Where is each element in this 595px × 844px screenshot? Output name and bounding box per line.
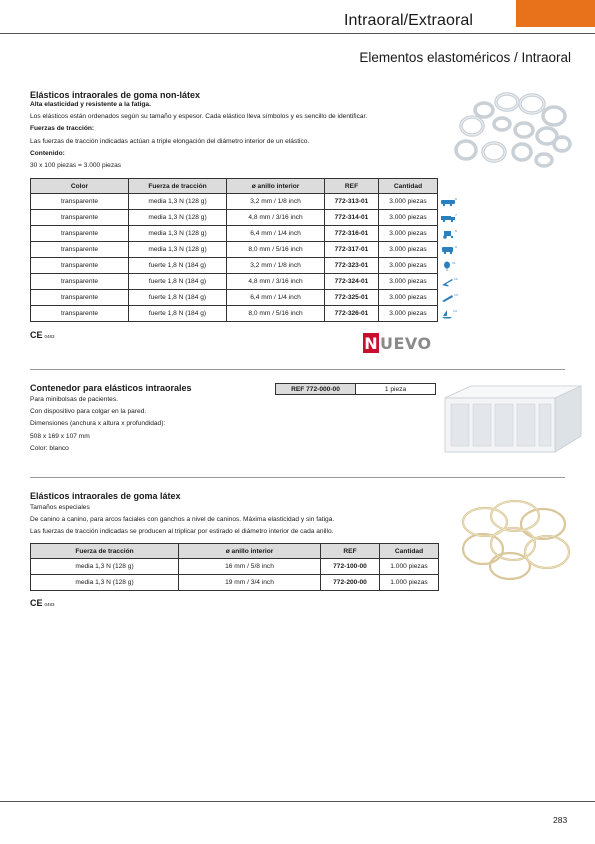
table-cell: transparente — [31, 226, 129, 242]
table-cell: 3.000 piezas — [379, 258, 438, 274]
ce-mark — [30, 598, 55, 608]
description-line: Alta elasticidad y resistente a la fatiga. — [30, 101, 151, 108]
table-cell: 1.000 piezas — [380, 575, 439, 591]
footer-divider — [0, 801, 595, 802]
symbol-number: 9 — [455, 245, 457, 249]
description-line: Los elásticos están ordenados según su tamaño y espesor. Cada elástico lleva símbolos y es sencillo de identificar. — [30, 113, 368, 121]
nuevo-badge — [363, 333, 438, 353]
table-cell: transparente — [31, 242, 129, 258]
table-cell: 3,2 mm / 1/8 inch — [227, 258, 325, 274]
column-header: ø anillo interior — [227, 179, 325, 194]
description-line: De canino a canino, para arcos faciales con ganchos a nivel de caninos. Máxima elasticidad y sin fatiga. — [30, 516, 335, 524]
table-cell: 772-314-01 — [325, 210, 379, 226]
rocket-icon — [439, 290, 459, 306]
table-row — [31, 242, 438, 258]
table-cell: media 1,3 N (128 g) — [129, 210, 227, 226]
table-cell: 19 mm / 3/4 inch — [179, 575, 321, 591]
table-cell: media 1,3 N (128 g) — [129, 194, 227, 210]
ref-cell: REF 772-000-00 — [276, 384, 356, 395]
table-cell: 772-326-01 — [325, 306, 379, 322]
container-ref-table — [275, 383, 436, 395]
balloon-icon — [439, 258, 459, 274]
table-cell: fuerte 1,8 N (184 g) — [129, 290, 227, 306]
table-cell: 3.000 piezas — [379, 226, 438, 242]
table-cell: 8,0 mm / 5/16 inch — [227, 306, 325, 322]
airplane-icon — [439, 274, 459, 290]
table-cell: 6,4 mm / 1/4 inch — [227, 226, 325, 242]
section-title-latex: Elásticos intraorales de goma látex — [30, 491, 181, 501]
header-divider — [0, 33, 595, 34]
table-cell: 772-317-01 — [325, 242, 379, 258]
page-title: Intraoral/Extraoral — [344, 12, 474, 29]
table-row — [31, 258, 438, 274]
section-divider — [30, 477, 565, 478]
table-header-row — [31, 179, 438, 194]
table-row — [276, 384, 436, 395]
ce-mark — [30, 330, 55, 340]
table-cell: 3.000 piezas — [379, 290, 438, 306]
table-cell: 772-200-00 — [321, 575, 380, 591]
latex-elastics-table — [30, 543, 439, 591]
table-cell: transparente — [31, 274, 129, 290]
table-row — [31, 210, 438, 226]
section-description — [30, 99, 367, 172]
table-cell: 4,8 mm / 3/16 inch — [227, 210, 325, 226]
symbol-number: 7 — [455, 213, 457, 217]
table-row — [31, 274, 438, 290]
description-line: Las fuerzas de tracción indicadas actúan a triple elongación del diámetro interior de un elástico. — [30, 137, 310, 145]
latex-description — [30, 502, 334, 539]
table-cell: 3.000 piezas — [379, 306, 438, 322]
column-header: REF — [325, 179, 379, 194]
table-cell: 3.000 piezas — [379, 210, 438, 226]
symbol-number: 13 — [454, 293, 458, 297]
latex-rings-image — [455, 494, 580, 584]
table-row — [31, 226, 438, 242]
description-line: Fuerzas de tracción: — [30, 125, 95, 133]
description-line: Con dispositivo para colgar en la pared. — [30, 408, 147, 416]
table-cell: 3,2 mm / 1/8 inch — [227, 194, 325, 210]
column-header: Fuerza de tracción — [129, 179, 227, 194]
description-line: Las fuerzas de tracción indicadas se producen al triplicar por estirado el diámetro interior de cada anillo. — [30, 528, 334, 536]
page-number: 283 — [553, 815, 568, 825]
symbol-number: 8 — [455, 229, 457, 233]
ce-number: 0483 — [44, 334, 55, 339]
table-cell: 772-100-00 — [321, 559, 380, 575]
ce-symbol: CE — [30, 330, 43, 340]
table-cell: transparente — [31, 194, 129, 210]
table-cell: transparente — [31, 290, 129, 306]
symbol-number: 14 — [453, 309, 457, 313]
transparent-rings-image — [452, 88, 577, 170]
table-cell: 4,8 mm / 3/16 inch — [227, 274, 325, 290]
table-row — [31, 559, 439, 575]
table-cell: 6,4 mm / 1/4 inch — [227, 290, 325, 306]
table-cell: 16 mm / 5/8 inch — [179, 559, 321, 575]
table-cell: transparente — [31, 210, 129, 226]
table-cell: fuerte 1,8 N (184 g) — [129, 306, 227, 322]
column-header: Color — [31, 179, 129, 194]
container-image — [443, 380, 583, 460]
accent-tab — [516, 0, 595, 27]
section-divider — [30, 369, 565, 370]
table-cell: 3.000 piezas — [379, 274, 438, 290]
identification-symbols — [439, 194, 459, 322]
table-row — [31, 194, 438, 210]
quantity-cell: 1 pieza — [356, 384, 436, 395]
table-cell: media 1,3 N (128 g) — [129, 226, 227, 242]
non-latex-elastics-table — [30, 178, 438, 322]
description-line: Para minibolsas de pacientes. — [30, 396, 118, 403]
description-line: Dimensiones (anchura x altura x profundidad): — [30, 420, 166, 428]
nuevo-badge-text: UEVO — [380, 333, 432, 353]
table-cell: 1.000 piezas — [380, 559, 439, 575]
table-cell: 8,0 mm / 5/16 inch — [227, 242, 325, 258]
column-header: Cantidad — [379, 179, 438, 194]
column-header: REF — [321, 544, 380, 559]
description-line: Contenido: — [30, 149, 65, 157]
symbol-number: 11 — [452, 261, 456, 265]
table-cell: 772-325-01 — [325, 290, 379, 306]
table-cell: transparente — [31, 258, 129, 274]
column-header: ø anillo interior — [179, 544, 321, 559]
nuevo-badge-initial: N — [364, 333, 378, 353]
page-subtitle: Elementos elastoméricos / Intraoral — [359, 50, 571, 65]
description-line: 508 x 169 x 107 mm — [30, 432, 90, 440]
table-cell: 3.000 piezas — [379, 194, 438, 210]
truck-icon — [439, 210, 459, 226]
table-cell: 3.000 piezas — [379, 242, 438, 258]
table-cell: 772-323-01 — [325, 258, 379, 274]
table-header-row — [31, 544, 439, 559]
train-icon — [439, 194, 459, 210]
symbol-number: 8 — [455, 197, 457, 201]
table-row — [31, 575, 439, 591]
table-cell: 772-324-01 — [325, 274, 379, 290]
table-cell: 772-313-01 — [325, 194, 379, 210]
table-cell: 772-316-01 — [325, 226, 379, 242]
table-row — [31, 290, 438, 306]
ce-number: 0483 — [44, 602, 55, 607]
ce-symbol: CE — [30, 598, 43, 608]
column-header: Fuerza de tracción — [31, 544, 179, 559]
table-cell: fuerte 1,8 N (184 g) — [129, 258, 227, 274]
table-cell: fuerte 1,8 N (184 g) — [129, 274, 227, 290]
tractor-icon — [439, 226, 459, 242]
sailboat-icon — [439, 306, 459, 322]
container-description — [30, 394, 165, 455]
column-header: Cantidad — [380, 544, 439, 559]
table-cell: media 1,3 N (128 g) — [31, 559, 179, 575]
symbol-number: 12 — [454, 277, 458, 281]
bus-icon — [439, 242, 459, 258]
table-row — [31, 306, 438, 322]
table-cell: transparente — [31, 306, 129, 322]
table-cell: media 1,3 N (128 g) — [129, 242, 227, 258]
section-title-container: Contenedor para elásticos intraorales — [30, 383, 192, 393]
table-cell: media 1,3 N (128 g) — [31, 575, 179, 591]
section-title-non-latex: Elásticos intraorales de goma non-látex — [30, 90, 201, 100]
description-line: Color: blanco — [30, 444, 69, 452]
description-line: 30 x 100 piezas = 3.000 piezas — [30, 162, 122, 170]
description-line: Tamaños especiales — [30, 504, 90, 511]
